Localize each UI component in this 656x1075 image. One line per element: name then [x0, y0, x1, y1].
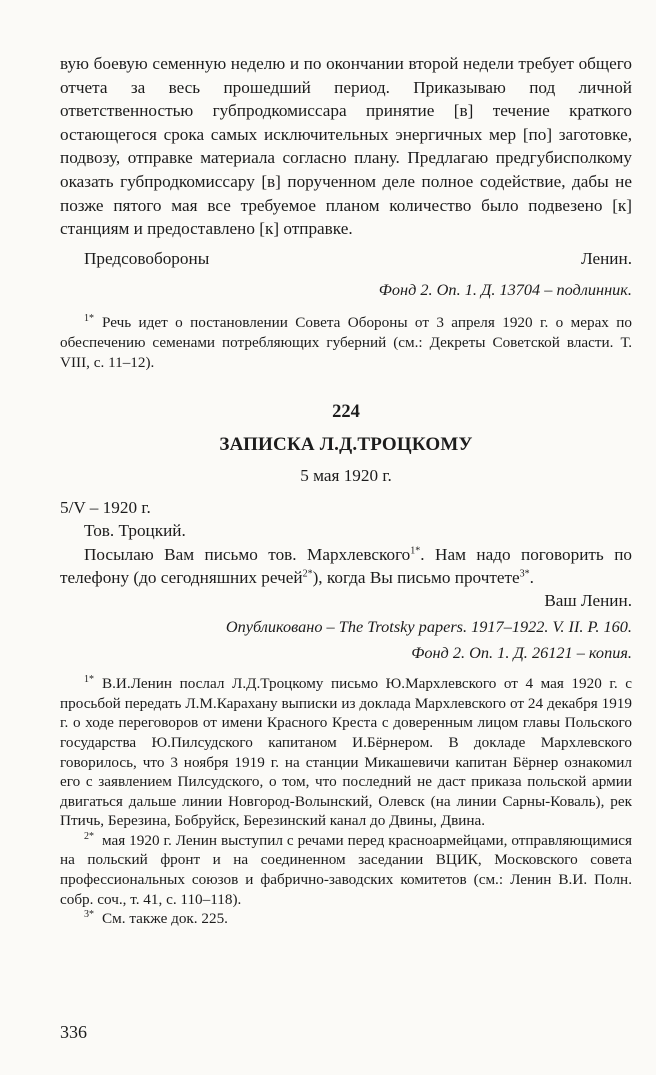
page-number: 336	[60, 1022, 87, 1042]
body-paragraph: вую боевую семенную неделю и по окончании второй недели требует общего отчета за весь прошедший период. Приказываю под личной ответственностью губпродкомиссара принятие [в] течение краткого остающегося срока самых исключительных энергичных мер [по] заготовке, подвозу, отправке материала согласно плану. Предлагаю предгубисполкому оказать губпродкомиссару [в] порученном деле полное содействие, дабы не позже пятого мая все требуемое планом количество было подвезено [к] станциям и предоставлено [к] отправке.	[60, 54, 632, 239]
footnote-text: Речь идет о постановлении Совета Обороны от 3 апреля 1920 г. о мерах по обеспечению семенами потребляющих губерний (см.: Декреты Советской власти. Т. VIII, с. 11–12).	[60, 314, 632, 371]
dateline: 5/V – 1920 г.	[60, 498, 151, 518]
signature-name: Ленин.	[580, 248, 632, 268]
document-number: 224	[332, 402, 360, 423]
footnotes	[60, 674, 632, 929]
footnote: $^{2*}$ мая 1920 г. Ленин выступил с речами перед красноармейцами, отправляющимися на польский фронт и на соединенном заседании ВЦИК, Московского совета профессиональных союзов и фабрично-заводских комитетов (см.: Ленин В.И. Полн. собр. соч., т. 41, с. 110–118).	[60, 830, 632, 908]
archive-source: Фонд 2. Оп. 1. Д. 26121 – копия.	[411, 643, 632, 663]
previous-document-body	[60, 52, 632, 241]
footnote	[60, 313, 632, 372]
footnote-ref: 1*	[410, 544, 421, 556]
footnote-ref: 3*	[519, 568, 530, 579]
letter-text: Посылаю Вам письмо тов. Мархлевского$^{1*}$. Нам надо поговорить по телефону (до сегодняшних речей$^{2*}$), когда Вы письмо прочтете$^{3*}$.	[60, 544, 632, 587]
page-content	[60, 52, 632, 929]
archive-source: Фонд 2. Оп. 1. Д. 13704 – подлинник.	[378, 280, 632, 300]
footnote-ref: 2*	[302, 568, 313, 579]
publication-source: Опубликовано – The Trotsky papers. 1917–1922. V. II. P. 160.	[225, 617, 632, 637]
footnote: $^{1*}$ В.И.Ленин послал Л.Д.Троцкому письмо Ю.Мархлевского от 4 мая 1920 г. с просьбой передать Л.М.Карахану выписки из доклада Мархлевского от 24 декабря 1919 г. о ходе переговоров от имени Красного Креста с доверенным лицом главы Польского государства Ю.Пилсудского капитаном И.Бёрнером. В докладе Мархлевского говорилось, что 3 ноября 1919 г. на станции Микашевичи капитан Бёрнер ознакомил его с заявлением Пилсудского, о том, что последний не даст приказа польской армии двигаться дальше линии Новгород-Волынский, Олевск (на линии Сарны-Коваль), рек Птичь, Березина, Бобруйск, Березинский канал до Двины, Двина.	[60, 674, 632, 830]
salutation: Тов. Троцкий.	[84, 521, 186, 541]
document-date: 5 мая 1920 г.	[300, 466, 392, 486]
closing-signature: Ваш Ленин.	[544, 590, 632, 610]
signature-title: Предсовобороны	[84, 248, 210, 268]
footnote-mark: 1*	[84, 313, 94, 325]
document-body	[60, 496, 632, 612]
document-title: ЗАПИСКА Л.Д.ТРОЦКОМУ	[219, 434, 473, 456]
signature-row	[60, 247, 632, 271]
footnote: $^{3*}$ См. также док. 225.	[84, 909, 228, 928]
